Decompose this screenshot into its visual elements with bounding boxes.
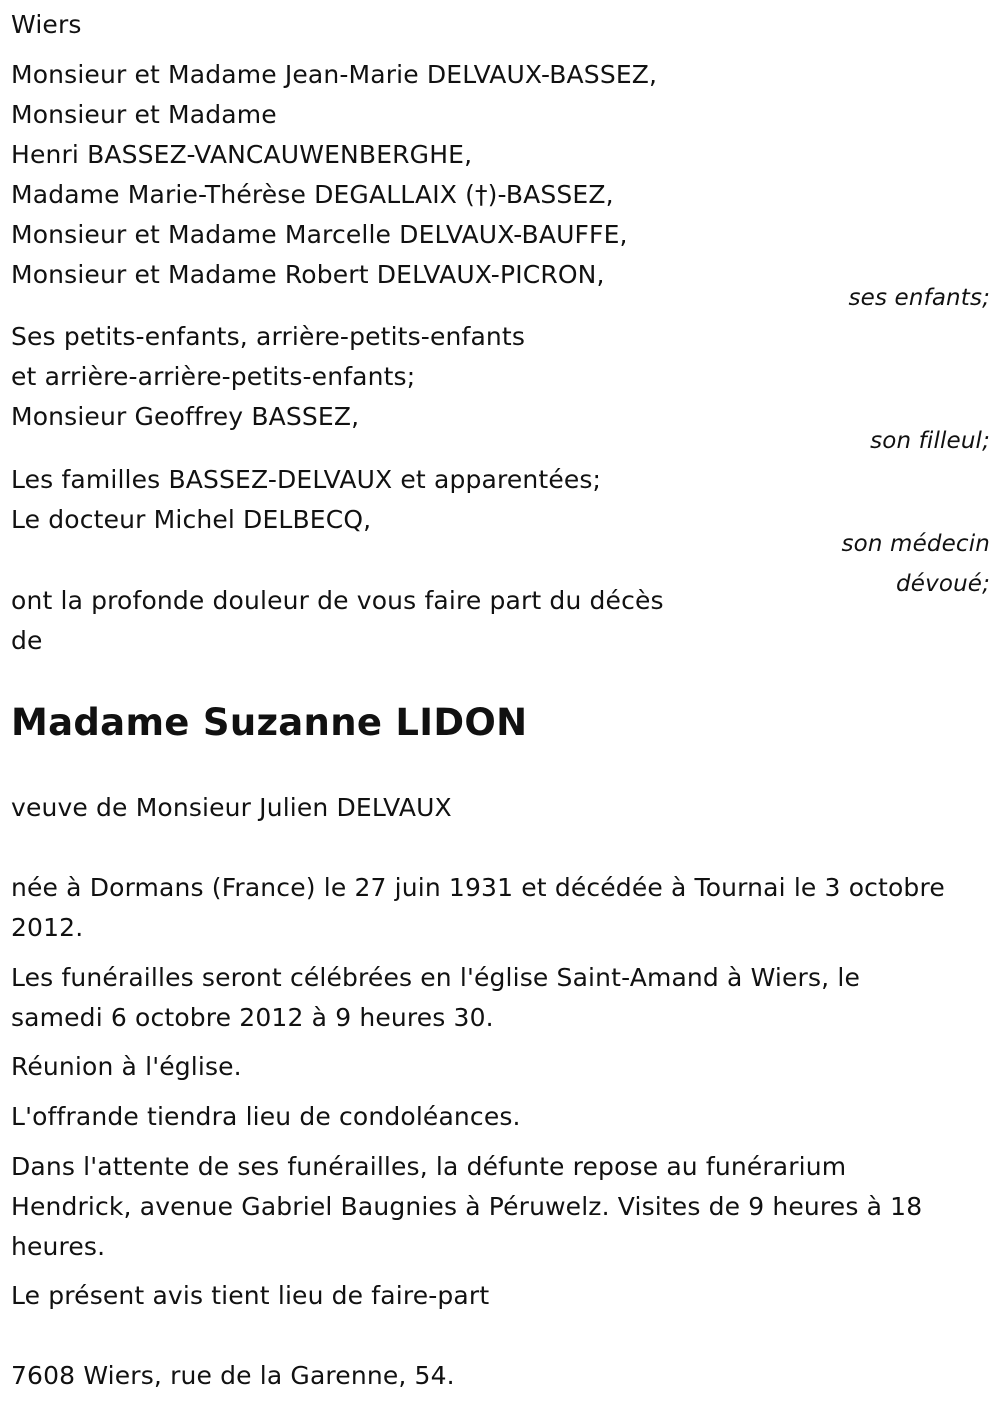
deceased-name: Madame Suzanne LIDON bbox=[11, 701, 528, 744]
family-line: Monsieur et Madame Marcelle DELVAUX-BAUFFE, bbox=[11, 220, 628, 249]
address-line: 7608 Wiers, rue de la Garenne, 54. bbox=[11, 1361, 455, 1390]
family-line: Monsieur et Madame Robert DELVAUX-PICRON, bbox=[11, 260, 605, 289]
location-header: Wiers bbox=[11, 10, 82, 39]
doctor-role: dévoué; bbox=[896, 571, 990, 597]
godson-role: son filleul; bbox=[870, 428, 990, 454]
family-line: Monsieur et Madame bbox=[11, 100, 277, 129]
birth-death-line: née à Dormans (France) le 27 juin 1931 et décédée à Tournai le 3 octobre bbox=[11, 873, 945, 902]
birth-death-line: 2012. bbox=[11, 913, 84, 942]
doctor-role: son médecin bbox=[841, 531, 990, 557]
notice-line: Le présent avis tient lieu de faire-part bbox=[11, 1281, 490, 1310]
offering-line: L'offrande tiendra lieu de condoléances. bbox=[11, 1102, 521, 1131]
announcement-line: de bbox=[11, 626, 43, 655]
announcement-line: ont la profonde douleur de vous faire part du décès bbox=[11, 586, 664, 615]
grandchildren-line: Ses petits-enfants, arrière-petits-enfants bbox=[11, 322, 526, 351]
meeting-line: Réunion à l'église. bbox=[11, 1052, 242, 1081]
grandchildren-line: et arrière-arrière-petits-enfants; bbox=[11, 362, 416, 391]
families-line: Les familles BASSEZ-DELVAUX et apparentées; bbox=[11, 465, 602, 494]
children-role: ses enfants; bbox=[848, 285, 990, 311]
funerarium-line: heures. bbox=[11, 1232, 106, 1261]
funerarium-line: Dans l'attente de ses funérailles, la défunte repose au funérarium bbox=[11, 1152, 847, 1181]
doctor-line: Le docteur Michel DELBECQ, bbox=[11, 505, 372, 534]
funeral-line: samedi 6 octobre 2012 à 9 heures 30. bbox=[11, 1003, 494, 1032]
funeral-line: Les funérailles seront célébrées en l'église Saint-Amand à Wiers, le bbox=[11, 963, 860, 992]
widow-of: veuve de Monsieur Julien DELVAUX bbox=[11, 793, 452, 822]
funerarium-line: Hendrick, avenue Gabriel Baugnies à Péruwelz. Visites de 9 heures à 18 bbox=[11, 1192, 923, 1221]
family-line: Madame Marie-Thérèse DEGALLAIX (†)-BASSEZ, bbox=[11, 180, 614, 209]
family-line: Monsieur et Madame Jean-Marie DELVAUX-BASSEZ, bbox=[11, 60, 658, 89]
godson-line: Monsieur Geoffrey BASSEZ, bbox=[11, 402, 360, 431]
family-line: Henri BASSEZ-VANCAUWENBERGHE, bbox=[11, 140, 473, 169]
